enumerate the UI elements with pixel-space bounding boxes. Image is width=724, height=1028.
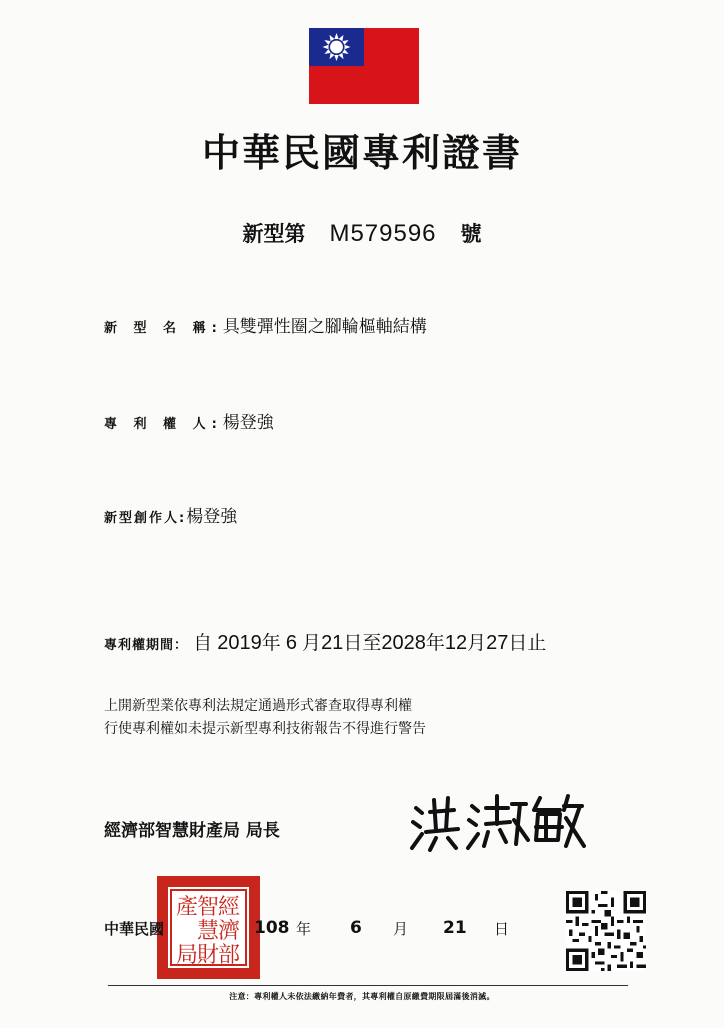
- date-day-word: 日: [494, 920, 510, 938]
- director-signature: [408, 790, 588, 860]
- term-from-year: 2019: [217, 632, 262, 654]
- svg-text:產: 產: [175, 895, 199, 920]
- term-from-day: 21: [321, 632, 344, 654]
- field-label: 專 利 權 人:: [104, 417, 223, 432]
- field-creator: [104, 502, 237, 527]
- field-patentee: [104, 408, 274, 433]
- term-label: 專利權期間：: [104, 638, 189, 653]
- svg-text:濟: 濟: [217, 919, 241, 944]
- field-utility-model-name: [104, 312, 427, 337]
- notice-line-1: 上開新型業依專利法規定通過形式審查取得專利權: [104, 698, 412, 714]
- svg-text:財: 財: [196, 943, 220, 968]
- term-to-month: 12: [444, 632, 468, 654]
- notice-line-2: 行使專利權如未提示新型專利技術報告不得進行警告: [104, 721, 426, 737]
- qr-code: [566, 891, 646, 971]
- date-month-word: 月: [393, 920, 409, 938]
- year-word: 年: [425, 632, 445, 654]
- certificate-title: 中華民國專利證書: [201, 130, 522, 175]
- term-from-month: 6: [285, 632, 297, 654]
- date-month: 6: [350, 918, 362, 938]
- patent-term: [104, 628, 546, 655]
- footer-divider: [108, 985, 628, 986]
- date-year-word: 年: [296, 920, 312, 938]
- svg-text:經: 經: [217, 895, 241, 920]
- cert-number-value: M579596: [329, 220, 437, 247]
- cert-prefix: 新型第: [242, 222, 306, 246]
- day-word: 日: [343, 632, 363, 654]
- term-from-prefix: 自: [193, 632, 213, 654]
- date-era: 中華民國: [104, 920, 165, 938]
- office-title: 經濟部智慧財產局 局長: [104, 821, 280, 841]
- term-to-year: 2028: [381, 632, 426, 654]
- svg-text:部: 部: [217, 943, 241, 968]
- field-value: 楊登強: [222, 413, 274, 433]
- term-to-word: 至: [362, 632, 382, 654]
- cert-suffix: 號: [460, 222, 482, 246]
- field-value: 具雙彈性圈之腳輪樞軸結構: [222, 317, 427, 337]
- svg-text:局: 局: [175, 943, 199, 968]
- year-word: 年: [261, 632, 281, 654]
- month-word: 月: [467, 632, 487, 654]
- official-seal: [157, 876, 260, 979]
- day-word: 日: [508, 632, 528, 654]
- date-year: 108: [254, 918, 290, 938]
- term-to-day: 27: [486, 632, 509, 654]
- term-end-word: 止: [527, 632, 547, 654]
- footer-notice: 注意：專利權人未依法繳納年費者，其專利權自原繳費期限屆滿後消滅。: [229, 992, 495, 1001]
- certificate-number: [0, 218, 724, 248]
- svg-text:慧: 慧: [196, 919, 220, 944]
- field-value: 楊登強: [186, 507, 238, 527]
- field-label: 新型創作人:: [104, 511, 187, 526]
- field-label: 新 型 名 稱:: [104, 321, 223, 336]
- date-day: 21: [443, 918, 467, 938]
- flag-icon: [309, 28, 419, 104]
- svg-text:智: 智: [196, 895, 220, 920]
- month-word: 月: [302, 632, 322, 654]
